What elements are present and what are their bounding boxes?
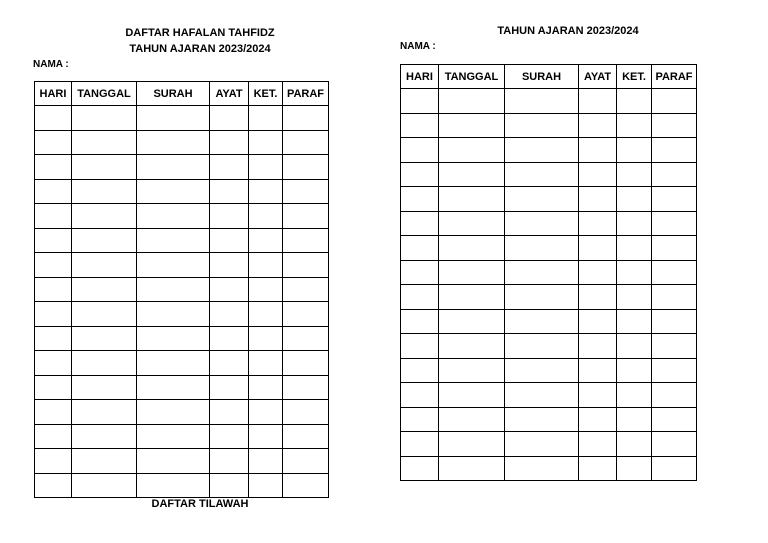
right-table-cell bbox=[505, 334, 579, 359]
left-table-cell bbox=[35, 155, 72, 180]
left-table-cell bbox=[210, 106, 249, 131]
left-table-cell bbox=[137, 302, 210, 327]
left-table-cell bbox=[249, 130, 283, 155]
left-table-cell bbox=[137, 253, 210, 278]
left-table-cell bbox=[137, 473, 210, 498]
left-table-cell bbox=[283, 253, 329, 278]
right-table-cell bbox=[439, 383, 505, 408]
right-table-cell bbox=[505, 211, 579, 236]
right-table-cell bbox=[579, 260, 617, 285]
left-table-cell bbox=[137, 130, 210, 155]
left-table-cell bbox=[72, 302, 137, 327]
right-table-cell bbox=[617, 285, 652, 310]
left-table-cell bbox=[35, 351, 72, 376]
right-table-cell bbox=[579, 113, 617, 138]
left-table-cell bbox=[35, 400, 72, 425]
left-table-cell bbox=[72, 400, 137, 425]
right-header-paraf: PARAF bbox=[652, 65, 697, 89]
right-table-cell bbox=[439, 260, 505, 285]
right-table-body bbox=[401, 89, 697, 481]
left-table-row bbox=[35, 449, 329, 474]
right-table-cell bbox=[652, 309, 697, 334]
right-table-cell bbox=[401, 285, 439, 310]
right-table-cell bbox=[617, 89, 652, 114]
left-table-body bbox=[35, 106, 329, 498]
right-table-row bbox=[401, 187, 697, 212]
right-table-cell bbox=[401, 211, 439, 236]
right-table-cell bbox=[617, 309, 652, 334]
right-name-label: NAMA : bbox=[400, 41, 436, 52]
right-table-cell bbox=[439, 334, 505, 359]
right-table-row bbox=[401, 334, 697, 359]
right-table-cell bbox=[439, 211, 505, 236]
right-table-cell bbox=[617, 113, 652, 138]
right-table-cell bbox=[439, 432, 505, 457]
right-table-row bbox=[401, 211, 697, 236]
left-table-cell bbox=[249, 473, 283, 498]
right-table-cell bbox=[439, 358, 505, 383]
left-table-row bbox=[35, 326, 329, 351]
left-header-tanggal: TANGGAL bbox=[72, 82, 137, 106]
left-header-paraf: PARAF bbox=[283, 82, 329, 106]
right-table-cell bbox=[652, 456, 697, 481]
right-table-cell bbox=[401, 309, 439, 334]
right-table-cell bbox=[652, 383, 697, 408]
right-table-cell bbox=[617, 407, 652, 432]
left-table-row bbox=[35, 302, 329, 327]
left-table-cell bbox=[249, 228, 283, 253]
left-table-cell bbox=[72, 351, 137, 376]
left-title-line2: TAHUN AJARAN 2023/2024 bbox=[129, 43, 271, 55]
left-table-cell bbox=[283, 277, 329, 302]
right-table-cell bbox=[401, 162, 439, 187]
right-table-cell bbox=[652, 407, 697, 432]
right-table-cell bbox=[617, 383, 652, 408]
right-table-cell bbox=[579, 187, 617, 212]
right-table-cell bbox=[439, 236, 505, 261]
right-table-cell bbox=[579, 432, 617, 457]
right-header-tanggal: TANGGAL bbox=[439, 65, 505, 89]
left-table-cell bbox=[137, 424, 210, 449]
left-table-cell bbox=[137, 351, 210, 376]
right-table-cell bbox=[652, 89, 697, 114]
right-table-row bbox=[401, 407, 697, 432]
right-table-cell bbox=[439, 113, 505, 138]
right-table-cell bbox=[505, 236, 579, 261]
left-table-cell bbox=[283, 375, 329, 400]
left-table-cell bbox=[283, 155, 329, 180]
left-table-cell bbox=[249, 253, 283, 278]
right-table-row bbox=[401, 260, 697, 285]
right-table-cell bbox=[401, 407, 439, 432]
right-table-cell bbox=[505, 358, 579, 383]
left-table-cell bbox=[72, 375, 137, 400]
left-table-row bbox=[35, 424, 329, 449]
left-table-cell bbox=[35, 130, 72, 155]
left-table-cell bbox=[137, 155, 210, 180]
left-table-cell bbox=[210, 277, 249, 302]
left-header-ayat: AYAT bbox=[210, 82, 249, 106]
right-table-cell bbox=[439, 162, 505, 187]
right-table-row bbox=[401, 285, 697, 310]
left-table-cell bbox=[137, 179, 210, 204]
left-table-cell bbox=[72, 253, 137, 278]
left-table-cell bbox=[210, 375, 249, 400]
right-table-cell bbox=[617, 432, 652, 457]
left-table-cell bbox=[283, 449, 329, 474]
left-table-cell bbox=[35, 302, 72, 327]
right-table-cell bbox=[579, 89, 617, 114]
left-table-cell bbox=[35, 449, 72, 474]
left-table-row bbox=[35, 351, 329, 376]
left-table-cell bbox=[210, 473, 249, 498]
left-table-cell bbox=[249, 400, 283, 425]
right-table-row bbox=[401, 162, 697, 187]
right-title: TAHUN AJARAN 2023/2024 bbox=[497, 25, 639, 37]
left-table-cell bbox=[72, 449, 137, 474]
right-table-cell bbox=[579, 456, 617, 481]
right-table-cell bbox=[505, 138, 579, 163]
left-table-cell bbox=[210, 302, 249, 327]
right-table-cell bbox=[505, 432, 579, 457]
right-table-cell bbox=[617, 211, 652, 236]
right-memorization-table bbox=[400, 64, 697, 481]
right-table-cell bbox=[617, 138, 652, 163]
left-table-cell bbox=[210, 130, 249, 155]
left-header-row bbox=[35, 82, 329, 106]
left-table-row bbox=[35, 400, 329, 425]
left-table-cell bbox=[210, 253, 249, 278]
right-table-row bbox=[401, 89, 697, 114]
left-table-cell bbox=[210, 155, 249, 180]
left-table-cell bbox=[210, 179, 249, 204]
right-table-cell bbox=[652, 285, 697, 310]
right-table-cell bbox=[652, 236, 697, 261]
right-table-cell bbox=[652, 211, 697, 236]
left-table-cell bbox=[35, 106, 72, 131]
right-table-cell bbox=[505, 260, 579, 285]
right-table-cell bbox=[617, 456, 652, 481]
left-table-cell bbox=[35, 204, 72, 229]
right-table-row bbox=[401, 309, 697, 334]
right-table-cell bbox=[579, 407, 617, 432]
left-table-cell bbox=[35, 375, 72, 400]
right-table-cell bbox=[579, 334, 617, 359]
left-table-cell bbox=[35, 228, 72, 253]
left-table-cell bbox=[283, 400, 329, 425]
left-table-cell bbox=[137, 449, 210, 474]
right-table-cell bbox=[579, 383, 617, 408]
left-table-cell bbox=[137, 204, 210, 229]
left-table-cell bbox=[72, 179, 137, 204]
left-header-ket: KET. bbox=[249, 82, 283, 106]
left-table-cell bbox=[137, 400, 210, 425]
left-table-cell bbox=[72, 473, 137, 498]
left-table-row bbox=[35, 204, 329, 229]
left-table-cell bbox=[72, 424, 137, 449]
right-table-cell bbox=[617, 358, 652, 383]
right-table-cell bbox=[505, 407, 579, 432]
right-table-cell bbox=[505, 456, 579, 481]
right-table-cell bbox=[652, 187, 697, 212]
left-table-cell bbox=[72, 204, 137, 229]
right-table-cell bbox=[617, 334, 652, 359]
right-table-cell bbox=[505, 113, 579, 138]
right-table-cell bbox=[401, 138, 439, 163]
right-table-cell bbox=[401, 456, 439, 481]
left-table-row bbox=[35, 253, 329, 278]
left-memorization-table bbox=[34, 81, 329, 498]
left-table-cell bbox=[283, 130, 329, 155]
right-header-hari: HARI bbox=[401, 65, 439, 89]
left-table-cell bbox=[210, 424, 249, 449]
left-table-row bbox=[35, 375, 329, 400]
left-table-cell bbox=[137, 228, 210, 253]
left-table-cell bbox=[35, 253, 72, 278]
right-table-cell bbox=[505, 309, 579, 334]
left-table-cell bbox=[249, 179, 283, 204]
left-table-cell bbox=[249, 326, 283, 351]
left-table-cell bbox=[35, 179, 72, 204]
right-table-cell bbox=[617, 187, 652, 212]
right-table-cell bbox=[401, 432, 439, 457]
left-table-cell bbox=[72, 106, 137, 131]
left-footer-title: DAFTAR TILAWAH bbox=[151, 498, 249, 510]
right-header-surah: SURAH bbox=[505, 65, 579, 89]
right-header-ayat: AYAT bbox=[579, 65, 617, 89]
left-table-cell bbox=[249, 277, 283, 302]
right-table-cell bbox=[652, 432, 697, 457]
right-table-cell bbox=[579, 358, 617, 383]
right-table-cell bbox=[579, 138, 617, 163]
left-table-cell bbox=[249, 106, 283, 131]
right-table-cell bbox=[579, 162, 617, 187]
left-table-cell bbox=[210, 204, 249, 229]
left-table-cell bbox=[249, 204, 283, 229]
left-table-cell bbox=[210, 326, 249, 351]
right-table-row bbox=[401, 383, 697, 408]
left-table-cell bbox=[210, 449, 249, 474]
right-table-row bbox=[401, 456, 697, 481]
left-name-label: NAMA : bbox=[33, 59, 69, 70]
left-table-row bbox=[35, 473, 329, 498]
left-table-cell bbox=[210, 400, 249, 425]
left-table-cell bbox=[137, 375, 210, 400]
right-table-cell bbox=[652, 162, 697, 187]
right-table-cell bbox=[652, 138, 697, 163]
right-table-cell bbox=[579, 309, 617, 334]
left-table-row bbox=[35, 155, 329, 180]
right-table-cell bbox=[579, 236, 617, 261]
right-table-cell bbox=[439, 309, 505, 334]
right-table-cell bbox=[439, 138, 505, 163]
right-table-cell bbox=[579, 211, 617, 236]
left-table-cell bbox=[283, 424, 329, 449]
left-table-row bbox=[35, 106, 329, 131]
left-table-cell bbox=[283, 326, 329, 351]
right-table-cell bbox=[579, 285, 617, 310]
left-table-cell bbox=[249, 302, 283, 327]
left-table-row bbox=[35, 228, 329, 253]
right-table-cell bbox=[652, 358, 697, 383]
right-table-row bbox=[401, 113, 697, 138]
left-table-cell bbox=[249, 449, 283, 474]
right-table-row bbox=[401, 358, 697, 383]
left-table-row bbox=[35, 130, 329, 155]
right-header-ket: KET. bbox=[617, 65, 652, 89]
left-header-hari: HARI bbox=[35, 82, 72, 106]
right-table-cell bbox=[505, 383, 579, 408]
left-table-cell bbox=[283, 106, 329, 131]
left-table-row bbox=[35, 277, 329, 302]
left-table-cell bbox=[137, 326, 210, 351]
right-table-cell bbox=[439, 285, 505, 310]
left-table-cell bbox=[72, 130, 137, 155]
left-table-cell bbox=[72, 155, 137, 180]
right-table-cell bbox=[401, 187, 439, 212]
right-table-cell bbox=[439, 187, 505, 212]
right-table-cell bbox=[505, 89, 579, 114]
right-table-cell bbox=[401, 113, 439, 138]
left-table-cell bbox=[210, 351, 249, 376]
right-table-cell bbox=[401, 334, 439, 359]
left-table-cell bbox=[35, 277, 72, 302]
left-table-cell bbox=[210, 228, 249, 253]
left-table-cell bbox=[283, 179, 329, 204]
left-table-cell bbox=[35, 424, 72, 449]
left-table-cell bbox=[72, 277, 137, 302]
left-header-surah: SURAH bbox=[137, 82, 210, 106]
left-table-cell bbox=[137, 277, 210, 302]
right-table-cell bbox=[401, 260, 439, 285]
left-table-cell bbox=[72, 228, 137, 253]
right-table-row bbox=[401, 236, 697, 261]
right-table-cell bbox=[505, 285, 579, 310]
left-table-cell bbox=[283, 473, 329, 498]
left-table-cell bbox=[249, 424, 283, 449]
right-table-cell bbox=[439, 456, 505, 481]
left-table-cell bbox=[249, 375, 283, 400]
right-header-row bbox=[401, 65, 697, 89]
left-table-cell bbox=[283, 351, 329, 376]
right-table-cell bbox=[617, 260, 652, 285]
right-table-cell bbox=[439, 407, 505, 432]
right-table-cell bbox=[652, 334, 697, 359]
right-table-cell bbox=[439, 89, 505, 114]
right-table-cell bbox=[652, 113, 697, 138]
left-table-cell bbox=[283, 302, 329, 327]
right-table-cell bbox=[401, 236, 439, 261]
left-table-cell bbox=[283, 228, 329, 253]
right-table-cell bbox=[505, 187, 579, 212]
right-table-cell bbox=[652, 260, 697, 285]
right-table-cell bbox=[505, 162, 579, 187]
left-table-cell bbox=[283, 204, 329, 229]
left-table-row bbox=[35, 179, 329, 204]
left-table-cell bbox=[249, 351, 283, 376]
right-table-row bbox=[401, 432, 697, 457]
right-table-cell bbox=[617, 162, 652, 187]
left-title-line1: DAFTAR HAFALAN TAHFIDZ bbox=[125, 27, 275, 39]
right-table-cell bbox=[617, 236, 652, 261]
left-table-cell bbox=[249, 155, 283, 180]
right-table-row bbox=[401, 138, 697, 163]
right-table-cell bbox=[401, 89, 439, 114]
left-table-cell bbox=[137, 106, 210, 131]
right-table-cell bbox=[401, 358, 439, 383]
left-table-cell bbox=[35, 326, 72, 351]
left-table-cell bbox=[35, 473, 72, 498]
left-table-cell bbox=[72, 326, 137, 351]
right-table-cell bbox=[401, 383, 439, 408]
